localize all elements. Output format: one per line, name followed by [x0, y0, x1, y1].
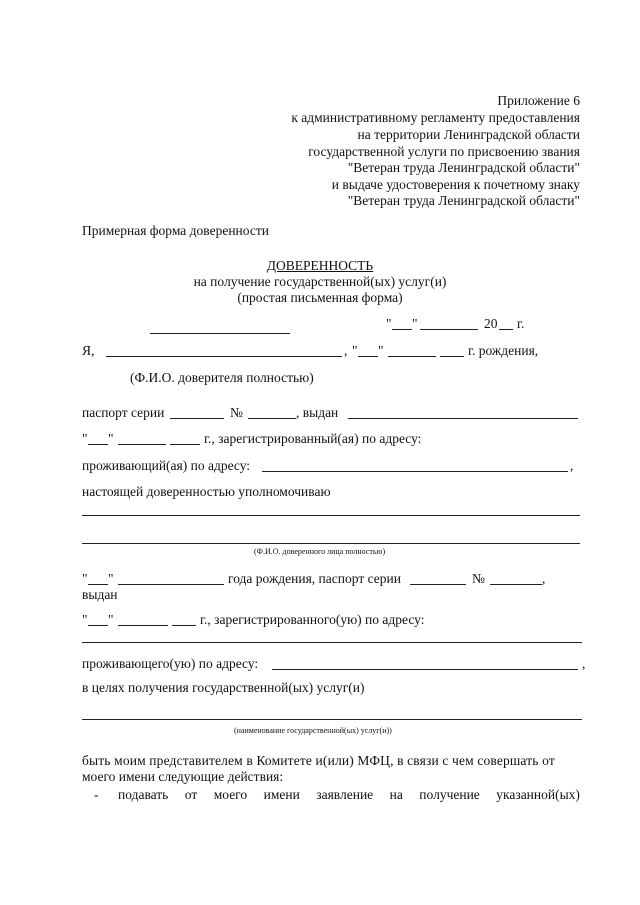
reg-day-blank[interactable] [88, 444, 108, 445]
year-blank[interactable] [499, 329, 513, 330]
birth-month-blank[interactable] [388, 356, 436, 357]
birth-day-blank[interactable] [358, 356, 378, 357]
header-line: к административному регламенту предоставления [291, 110, 580, 125]
bullet-dash: - [94, 787, 99, 802]
header-line: и выдаче удостоверения к почетному знаку [331, 177, 580, 192]
birth-quote-close: " [378, 343, 384, 358]
header-line: "Ветеран труда Ленинградской области" [347, 160, 580, 175]
bullet-line: подавать от моего имени заявление на получение указанной(ых) [118, 787, 580, 802]
passport-series-blank[interactable] [170, 418, 224, 419]
body-paragraph-line2: моего имени следующие действия: [82, 769, 284, 784]
service-name-blank[interactable] [82, 719, 582, 720]
date-quote-open: " [386, 316, 392, 331]
reg2-address-blank[interactable] [82, 642, 582, 643]
reg-month-blank[interactable] [118, 444, 166, 445]
living-address-blank[interactable] [262, 471, 568, 472]
tr-number-sign: № [472, 571, 485, 586]
authorize-blank-1[interactable] [82, 515, 580, 516]
reg2-day-blank[interactable] [88, 625, 108, 626]
date-quote-close: " [412, 316, 418, 331]
form-type-label: Примерная форма доверенности [82, 223, 269, 238]
birth-suffix: г. рождения, [468, 343, 539, 358]
issued-label: , выдан [296, 405, 339, 420]
year-suffix: г. [517, 316, 525, 331]
purpose-label: в целях получения государственной(ых) услуг(и) [82, 680, 365, 695]
appendix-number: Приложение 6 [497, 93, 580, 108]
header-line: государственной услуги по присвоению звания [308, 144, 580, 159]
tr-series-blank[interactable] [410, 584, 466, 585]
registered-label: г., зарегистрированный(ая) по адресу: [204, 431, 422, 446]
passport-number-blank[interactable] [248, 418, 296, 419]
tr-birth-blank[interactable] [118, 584, 224, 585]
document-subtitle: на получение государственной(ых) услуг(и) [193, 274, 447, 289]
authorize-label: настоящей доверенностью уполномочиваю [82, 484, 331, 499]
month-blank[interactable] [420, 329, 478, 330]
reg-quote-open: " [82, 431, 88, 446]
living2-label: проживающего(ую) по адресу: [82, 656, 259, 671]
trustee-name-blank[interactable] [82, 543, 580, 544]
birth-quote-open: " [352, 343, 358, 358]
living-label: проживающий(ая) по адресу: [82, 458, 251, 473]
trustee-caption: (Ф.И.О. доверенного лица полностью) [254, 547, 386, 556]
tr-quote-close: " [108, 571, 114, 586]
body-paragraph-line1: быть моим представителем в Комитете и(или) МФЦ, в связи с чем совершать от [82, 753, 555, 768]
reg2-quote-open: " [82, 612, 88, 627]
grantor-name-blank[interactable] [106, 356, 342, 357]
header-line: на территории Ленинградской области [357, 127, 580, 142]
birth-year-blank[interactable] [440, 356, 464, 357]
day-blank[interactable] [392, 329, 412, 330]
birth-passport-label: года рождения, паспорт серии [228, 571, 401, 586]
ya-label: Я, [82, 343, 95, 358]
tr-day-blank[interactable] [88, 584, 108, 585]
service-caption: (наименование государственной(ых) услуг(и)) [234, 726, 392, 735]
document-form-note: (простая письменная форма) [237, 290, 403, 305]
issued-by-blank[interactable] [348, 418, 578, 419]
reg-quote-close: " [108, 431, 114, 446]
issued2-label: выдан [82, 587, 118, 602]
number-sign: № [230, 405, 243, 420]
place-blank[interactable] [150, 333, 290, 334]
tr-number-blank[interactable] [490, 584, 542, 585]
grantor-caption: (Ф.И.О. доверителя полностью) [130, 370, 314, 385]
reg-year-blank[interactable] [170, 444, 200, 445]
year-prefix: 20 [484, 316, 498, 331]
living2-address-blank[interactable] [272, 669, 578, 670]
passport-series-label: паспорт серии [82, 405, 165, 420]
reg2-month-blank[interactable] [118, 625, 168, 626]
document-title: ДОВЕРЕННОСТЬ [266, 258, 374, 273]
reg2-quote-close: " [108, 612, 114, 627]
header-line: "Ветеран труда Ленинградской области" [347, 193, 580, 208]
tr-quote-open: " [82, 571, 88, 586]
reg2-year-blank[interactable] [172, 625, 196, 626]
registered2-label: г., зарегистрированного(ую) по адресу: [200, 612, 425, 627]
